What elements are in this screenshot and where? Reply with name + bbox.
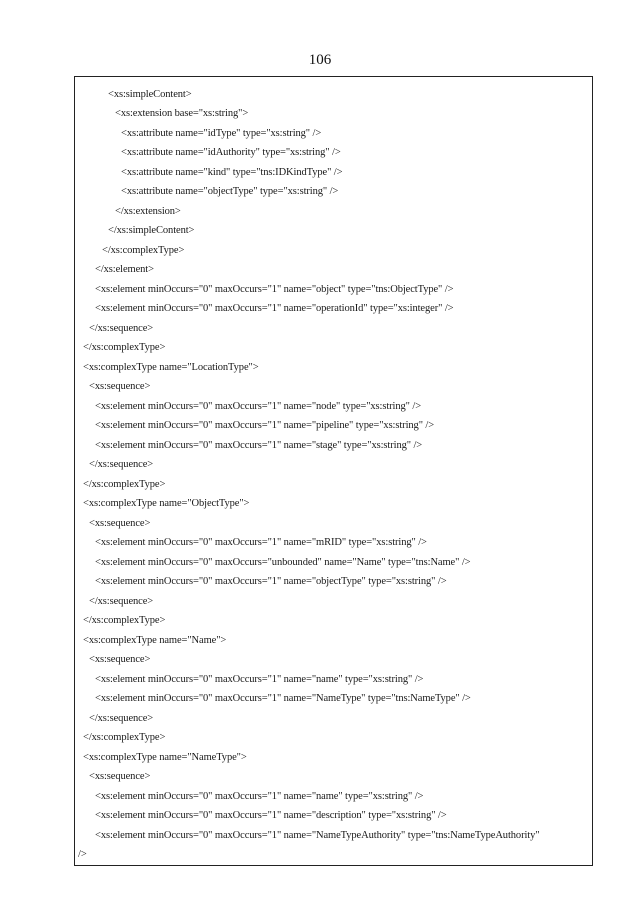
code-line: <xs:sequence> — [89, 381, 151, 392]
code-line: <xs:attribute name="idAuthority" type="xs:string" /> — [121, 147, 341, 158]
code-line: <xs:complexType name="ObjectType"> — [83, 498, 250, 509]
code-line: <xs:attribute name="objectType" type="xs:string" /> — [121, 186, 339, 197]
code-line: <xs:element minOccurs="0" maxOccurs="unbounded" name="Name" type="tns:Name" /> — [95, 557, 471, 568]
page-number: 106 — [308, 52, 332, 68]
code-line: <xs:sequence> — [89, 518, 151, 529]
code-line: </xs:complexType> — [83, 479, 166, 490]
code-line: </xs:sequence> — [89, 596, 154, 607]
code-line: <xs:sequence> — [89, 771, 151, 782]
code-line: <xs:element minOccurs="0" maxOccurs="1" name="node" type="xs:string" /> — [95, 401, 422, 412]
code-line: <xs:element minOccurs="0" maxOccurs="1" name="pipeline" type="xs:string" /> — [95, 420, 435, 431]
code-line: <xs:element minOccurs="0" maxOccurs="1" name="stage" type="xs:string" /> — [95, 440, 423, 451]
code-line: <xs:element minOccurs="0" maxOccurs="1" name="NameTypeAuthority" type="tns:NameTypeAuthority" — [95, 830, 540, 841]
code-line: <xs:attribute name="idType" type="xs:string" /> — [121, 128, 322, 139]
code-line: </xs:complexType> — [83, 342, 166, 353]
code-line: </xs:complexType> — [102, 245, 185, 256]
code-line: <xs:extension base="xs:string"> — [115, 108, 249, 119]
code-line: <xs:element minOccurs="0" maxOccurs="1" name="mRID" type="xs:string" /> — [95, 537, 427, 548]
code-line: <xs:complexType name="NameType"> — [83, 752, 247, 763]
code-line: </xs:complexType> — [83, 732, 166, 743]
code-line: <xs:element minOccurs="0" maxOccurs="1" name="object" type="tns:ObjectType" /> — [95, 284, 454, 295]
code-line: </xs:complexType> — [83, 615, 166, 626]
code-line: <xs:complexType name="Name"> — [83, 635, 227, 646]
code-line: </xs:sequence> — [89, 459, 154, 470]
code-line: /> — [78, 849, 87, 860]
code-line: <xs:element minOccurs="0" maxOccurs="1" name="operationId" type="xs:integer" /> — [95, 303, 454, 314]
code-line: <xs:element minOccurs="0" maxOccurs="1" name="name" type="xs:string" /> — [95, 791, 424, 802]
code-line: <xs:element minOccurs="0" maxOccurs="1" name="description" type="xs:string" /> — [95, 810, 447, 821]
code-line: <xs:element minOccurs="0" maxOccurs="1" name="name" type="xs:string" /> — [95, 674, 424, 685]
code-line: <xs:complexType name="LocationType"> — [83, 362, 259, 373]
code-line: <xs:element minOccurs="0" maxOccurs="1" name="objectType" type="xs:string" /> — [95, 576, 447, 587]
code-line: <xs:simpleContent> — [108, 89, 192, 100]
code-line: <xs:sequence> — [89, 654, 151, 665]
code-line: </xs:sequence> — [89, 323, 154, 334]
code-line: </xs:simpleContent> — [108, 225, 195, 236]
code-line: </xs:sequence> — [89, 713, 154, 724]
code-line: </xs:element> — [95, 264, 154, 275]
code-line: </xs:extension> — [115, 206, 181, 217]
code-listing-frame — [74, 76, 593, 866]
code-line: <xs:attribute name="kind" type="tns:IDKindType" /> — [121, 167, 343, 178]
code-line: <xs:element minOccurs="0" maxOccurs="1" name="NameType" type="tns:NameType" /> — [95, 693, 471, 704]
